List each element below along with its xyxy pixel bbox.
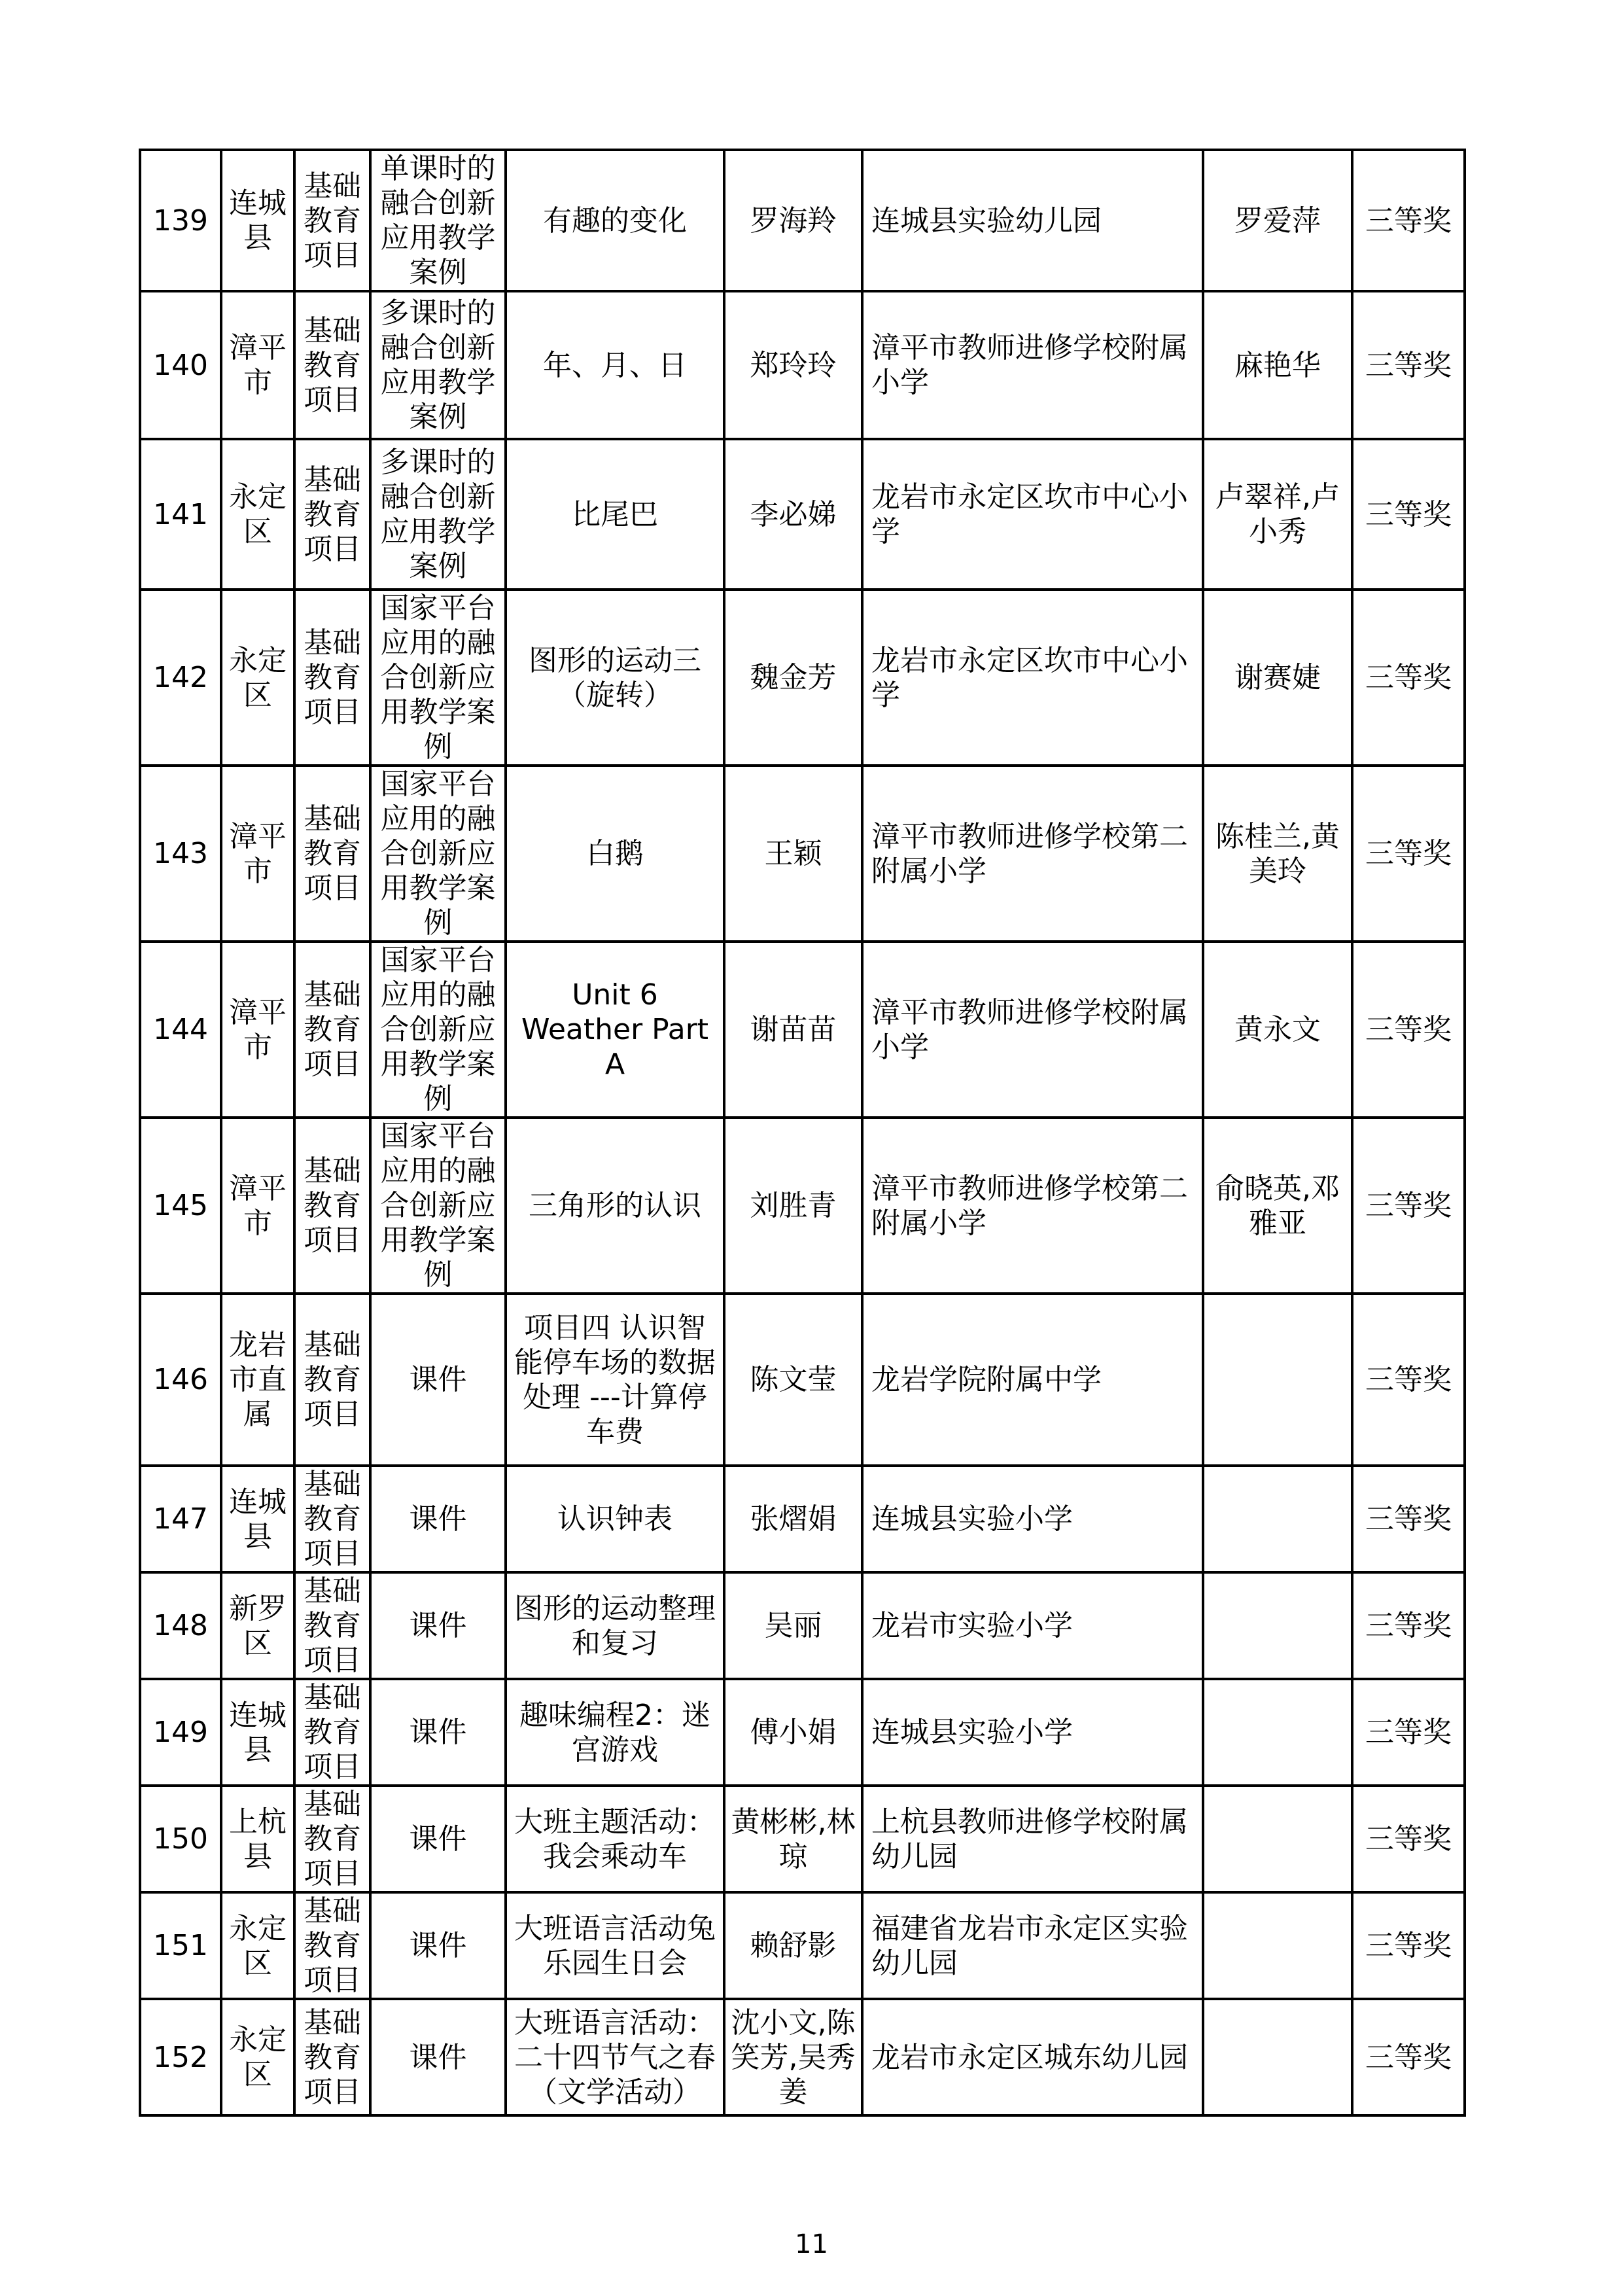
cell-region: 连城县 <box>221 1679 294 1786</box>
cell-no: 151 <box>140 1892 221 1999</box>
cell-mentor: 黄永文 <box>1203 942 1352 1118</box>
cell-mentor <box>1203 1786 1352 1892</box>
cell-title: 图形的运动整理和复习 <box>506 1572 724 1679</box>
cell-mentor: 陈桂兰,黄美玲 <box>1203 766 1352 942</box>
cell-category: 基础教育项目 <box>294 1294 370 1466</box>
cell-mentor <box>1203 1294 1352 1466</box>
cell-region: 永定区 <box>221 1892 294 1999</box>
cell-type: 课件 <box>370 1572 506 1679</box>
cell-title: 白鹅 <box>506 766 724 942</box>
cell-category: 基础教育项目 <box>294 766 370 942</box>
cell-region: 上杭县 <box>221 1786 294 1892</box>
cell-type: 课件 <box>370 1892 506 1999</box>
cell-title: 趣味编程2：迷宫游戏 <box>506 1679 724 1786</box>
table-row <box>140 150 1465 291</box>
cell-school: 漳平市教师进修学校第二附属小学 <box>862 766 1203 942</box>
cell-award: 三等奖 <box>1352 1679 1465 1786</box>
cell-award: 三等奖 <box>1352 1572 1465 1679</box>
awards-table <box>139 149 1466 2117</box>
cell-category: 基础教育项目 <box>294 1466 370 1572</box>
cell-no: 139 <box>140 150 221 291</box>
cell-type: 课件 <box>370 1466 506 1572</box>
cell-region: 永定区 <box>221 1999 294 2115</box>
cell-author: 王颖 <box>724 766 862 942</box>
cell-region: 连城县 <box>221 150 294 291</box>
cell-school: 龙岩市实验小学 <box>862 1572 1203 1679</box>
cell-no: 146 <box>140 1294 221 1466</box>
cell-mentor <box>1203 1892 1352 1999</box>
cell-author: 刘胜青 <box>724 1118 862 1294</box>
cell-type: 课件 <box>370 1294 506 1466</box>
cell-no: 143 <box>140 766 221 942</box>
cell-author: 李必娣 <box>724 439 862 590</box>
table-row <box>140 1892 1465 1999</box>
table-row <box>140 1572 1465 1679</box>
cell-category: 基础教育项目 <box>294 1679 370 1786</box>
cell-mentor <box>1203 1679 1352 1786</box>
cell-title: 比尾巴 <box>506 439 724 590</box>
table-row <box>140 766 1465 942</box>
cell-category: 基础教育项目 <box>294 1786 370 1892</box>
page-number: 11 <box>795 2229 828 2259</box>
cell-title: 大班语言活动兔乐园生日会 <box>506 1892 724 1999</box>
cell-award: 三等奖 <box>1352 590 1465 766</box>
cell-author: 魏金芳 <box>724 590 862 766</box>
cell-type: 课件 <box>370 1999 506 2115</box>
cell-author: 沈小文,陈笑芳,吴秀姜 <box>724 1999 862 2115</box>
cell-category: 基础教育项目 <box>294 150 370 291</box>
cell-type: 国家平台应用的融合创新应用教学案例 <box>370 590 506 766</box>
cell-award: 三等奖 <box>1352 1892 1465 1999</box>
cell-category: 基础教育项目 <box>294 1572 370 1679</box>
cell-title: 认识钟表 <box>506 1466 724 1572</box>
cell-award: 三等奖 <box>1352 1118 1465 1294</box>
cell-region: 漳平市 <box>221 766 294 942</box>
cell-category: 基础教育项目 <box>294 942 370 1118</box>
cell-region: 永定区 <box>221 439 294 590</box>
table-row <box>140 291 1465 439</box>
table-row <box>140 1466 1465 1572</box>
cell-no: 142 <box>140 590 221 766</box>
cell-title: 大班主题活动：我会乘动车 <box>506 1786 724 1892</box>
cell-mentor: 麻艳华 <box>1203 291 1352 439</box>
cell-school: 上杭县教师进修学校附属幼儿园 <box>862 1786 1203 1892</box>
cell-type: 课件 <box>370 1679 506 1786</box>
cell-no: 141 <box>140 439 221 590</box>
cell-category: 基础教育项目 <box>294 1118 370 1294</box>
cell-school: 龙岩市永定区城东幼儿园 <box>862 1999 1203 2115</box>
cell-award: 三等奖 <box>1352 766 1465 942</box>
cell-award: 三等奖 <box>1352 150 1465 291</box>
table-row <box>140 1786 1465 1892</box>
table-row <box>140 1679 1465 1786</box>
cell-no: 148 <box>140 1572 221 1679</box>
table-row <box>140 1999 1465 2115</box>
cell-award: 三等奖 <box>1352 942 1465 1118</box>
table-row <box>140 1294 1465 1466</box>
cell-category: 基础教育项目 <box>294 590 370 766</box>
cell-school: 福建省龙岩市永定区实验幼儿园 <box>862 1892 1203 1999</box>
cell-category: 基础教育项目 <box>294 291 370 439</box>
cell-mentor <box>1203 1572 1352 1679</box>
cell-school: 连城县实验小学 <box>862 1679 1203 1786</box>
cell-award: 三等奖 <box>1352 291 1465 439</box>
cell-region: 漳平市 <box>221 291 294 439</box>
cell-no: 144 <box>140 942 221 1118</box>
cell-type: 国家平台应用的融合创新应用教学案例 <box>370 766 506 942</box>
cell-school: 龙岩学院附属中学 <box>862 1294 1203 1466</box>
cell-no: 150 <box>140 1786 221 1892</box>
cell-mentor: 谢赛婕 <box>1203 590 1352 766</box>
cell-title: 年、月、日 <box>506 291 724 439</box>
cell-type: 单课时的融合创新应用教学案例 <box>370 150 506 291</box>
cell-author: 张熠娟 <box>724 1466 862 1572</box>
cell-region: 漳平市 <box>221 942 294 1118</box>
table-row <box>140 1118 1465 1294</box>
cell-region: 新罗区 <box>221 1572 294 1679</box>
cell-award: 三等奖 <box>1352 1466 1465 1572</box>
cell-author: 吴丽 <box>724 1572 862 1679</box>
cell-no: 152 <box>140 1999 221 2115</box>
cell-title: 三角形的认识 <box>506 1118 724 1294</box>
cell-category: 基础教育项目 <box>294 1999 370 2115</box>
cell-region: 龙岩市直属 <box>221 1294 294 1466</box>
cell-type: 多课时的融合创新应用教学案例 <box>370 291 506 439</box>
cell-title: Unit 6 Weather Part A <box>506 942 724 1118</box>
cell-no: 140 <box>140 291 221 439</box>
cell-award: 三等奖 <box>1352 439 1465 590</box>
cell-author: 郑玲玲 <box>724 291 862 439</box>
cell-award: 三等奖 <box>1352 1294 1465 1466</box>
cell-award: 三等奖 <box>1352 1786 1465 1892</box>
cell-no: 145 <box>140 1118 221 1294</box>
cell-school: 漳平市教师进修学校第二附属小学 <box>862 1118 1203 1294</box>
cell-mentor <box>1203 1999 1352 2115</box>
cell-mentor: 俞晓英,邓雅亚 <box>1203 1118 1352 1294</box>
cell-no: 147 <box>140 1466 221 1572</box>
cell-author: 谢苗苗 <box>724 942 862 1118</box>
cell-no: 149 <box>140 1679 221 1786</box>
cell-author: 罗海羚 <box>724 150 862 291</box>
table-row <box>140 942 1465 1118</box>
cell-region: 漳平市 <box>221 1118 294 1294</box>
cell-region: 连城县 <box>221 1466 294 1572</box>
table-row <box>140 439 1465 590</box>
table-row <box>140 590 1465 766</box>
cell-school: 龙岩市永定区坎市中心小学 <box>862 590 1203 766</box>
cell-author: 赖舒影 <box>724 1892 862 1999</box>
cell-mentor: 卢翠祥,卢小秀 <box>1203 439 1352 590</box>
cell-mentor: 罗爱萍 <box>1203 150 1352 291</box>
cell-category: 基础教育项目 <box>294 1892 370 1999</box>
cell-mentor <box>1203 1466 1352 1572</box>
cell-type: 多课时的融合创新应用教学案例 <box>370 439 506 590</box>
cell-category: 基础教育项目 <box>294 439 370 590</box>
cell-award: 三等奖 <box>1352 1999 1465 2115</box>
cell-type: 国家平台应用的融合创新应用教学案例 <box>370 942 506 1118</box>
cell-title: 大班语言活动：二十四节气之春（文学活动） <box>506 1999 724 2115</box>
cell-title: 有趣的变化 <box>506 150 724 291</box>
cell-title: 项目四 认识智能停车场的数据处理 ---计算停车费 <box>506 1294 724 1466</box>
cell-school: 漳平市教师进修学校附属小学 <box>862 291 1203 439</box>
cell-author: 黄彬彬,林琼 <box>724 1786 862 1892</box>
cell-author: 陈文莹 <box>724 1294 862 1466</box>
cell-school: 连城县实验幼儿园 <box>862 150 1203 291</box>
cell-type: 国家平台应用的融合创新应用教学案例 <box>370 1118 506 1294</box>
cell-school: 漳平市教师进修学校附属小学 <box>862 942 1203 1118</box>
cell-author: 傅小娟 <box>724 1679 862 1786</box>
cell-school: 连城县实验小学 <box>862 1466 1203 1572</box>
cell-school: 龙岩市永定区坎市中心小学 <box>862 439 1203 590</box>
cell-region: 永定区 <box>221 590 294 766</box>
cell-type: 课件 <box>370 1786 506 1892</box>
cell-title: 图形的运动三（旋转） <box>506 590 724 766</box>
